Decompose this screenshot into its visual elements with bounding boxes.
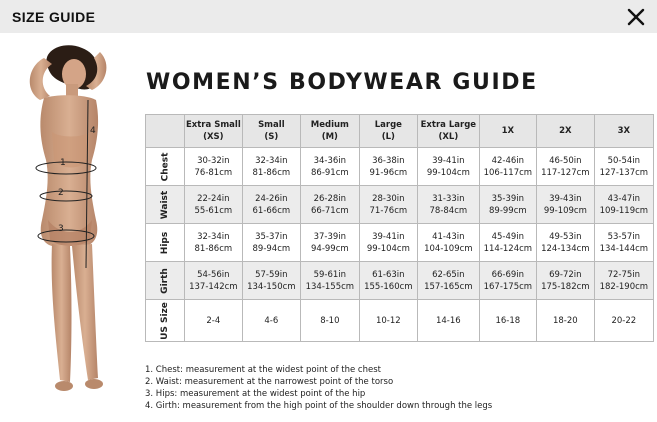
note-girth: 4. Girth: measurement from the high point of the shoulder down through the legs [145,401,493,411]
table-cell: 45-49in 114-124cm [479,224,536,262]
table-cell: 72-75in 182-190cm [594,262,653,300]
table-cell: 32-34in 81-86cm [184,224,242,262]
table-cell: 14-16 [417,300,479,342]
note-chest: 1. Chest: measurement at the widest point of the chest [145,365,381,375]
table-cell: 41-43in 104-109cm [417,224,479,262]
column-header-2x: 2X [536,115,594,148]
size-table [145,114,654,342]
column-header-l: Large (L) [359,115,417,148]
table-cell: 39-41in 99-104cm [417,148,479,186]
row-label: Chest [159,152,170,181]
row-label-cell [146,148,185,186]
table-cell: 54-56in 137-142cm [184,262,242,300]
row-label: US Size [159,301,170,340]
close-button[interactable] [625,6,647,28]
table-row [146,300,654,342]
table-cell: 20-22 [594,300,653,342]
table-cell: 35-39in 89-99cm [479,186,536,224]
table-cell: 31-33in 78-84cm [417,186,479,224]
table-cell: 37-39in 94-99cm [300,224,359,262]
marker-hips: 3 [58,224,64,234]
row-label-cell [146,262,185,300]
note-waist: 2. Waist: measurement at the narrowest point of the torso [145,377,394,387]
row-label-cell [146,300,185,342]
table-cell: 66-69in 167-175cm [479,262,536,300]
table-cell: 22-24in 55-61cm [184,186,242,224]
table-cell: 69-72in 175-182cm [536,262,594,300]
table-cell: 61-63in 155-160cm [359,262,417,300]
table-cell: 59-61in 134-155cm [300,262,359,300]
row-label: Girth [159,267,170,294]
table-row [146,224,654,262]
marker-chest: 1 [60,158,66,168]
table-cell: 10-12 [359,300,417,342]
table-row [146,148,654,186]
measurement-notes [145,364,492,412]
table-cell: 18-20 [536,300,594,342]
table-cell: 49-53in 124-134cm [536,224,594,262]
table-cell: 24-26in 61-66cm [242,186,300,224]
modal-title: SIZE GUIDE [12,8,96,25]
table-cell: 42-46in 106-117cm [479,148,536,186]
note-hips: 3. Hips: measurement at the widest point of the hip [145,389,366,399]
table-cell: 28-30in 71-76cm [359,186,417,224]
row-label-cell [146,186,185,224]
table-cell: 26-28in 66-71cm [300,186,359,224]
table-cell: 36-38in 91-96cm [359,148,417,186]
column-header-1x: 1X [479,115,536,148]
table-cell: 39-43in 99-109cm [536,186,594,224]
modal-header [0,0,657,33]
marker-girth: 4 [90,126,96,136]
table-row [146,186,654,224]
column-header-3x: 3X [594,115,653,148]
table-cell: 43-47in 109-119cm [594,186,653,224]
model-figure [0,40,140,422]
table-cell: 62-65in 157-165cm [417,262,479,300]
table-cell: 50-54in 127-137cm [594,148,653,186]
table-cell: 2-4 [184,300,242,342]
table-cell: 35-37in 89-94cm [242,224,300,262]
column-header-xl: Extra Large (XL) [417,115,479,148]
column-header-s: Small (S) [242,115,300,148]
table-cell: 57-59in 134-150cm [242,262,300,300]
guide-title: WOMEN’S BODYWEAR GUIDE [146,70,538,95]
row-label: Hips [159,231,170,254]
table-cell: 34-36in 86-91cm [300,148,359,186]
table-header-row [146,115,654,148]
table-cell: 16-18 [479,300,536,342]
table-row [146,262,654,300]
table-cell: 8-10 [300,300,359,342]
table-cell: 30-32in 76-81cm [184,148,242,186]
model-illustration [0,40,140,422]
table-cell: 4-6 [242,300,300,342]
table-cell: 46-50in 117-127cm [536,148,594,186]
table-cell: 39-41in 99-104cm [359,224,417,262]
row-label-cell [146,224,185,262]
table-cell: 32-34in 81-86cm [242,148,300,186]
marker-waist: 2 [58,188,64,198]
row-label: Waist [159,190,170,219]
table-corner-cell [146,115,185,148]
table-cell: 53-57in 134-144cm [594,224,653,262]
column-header-m: Medium (M) [300,115,359,148]
close-icon [627,8,645,26]
column-header-xs: Extra Small (XS) [184,115,242,148]
